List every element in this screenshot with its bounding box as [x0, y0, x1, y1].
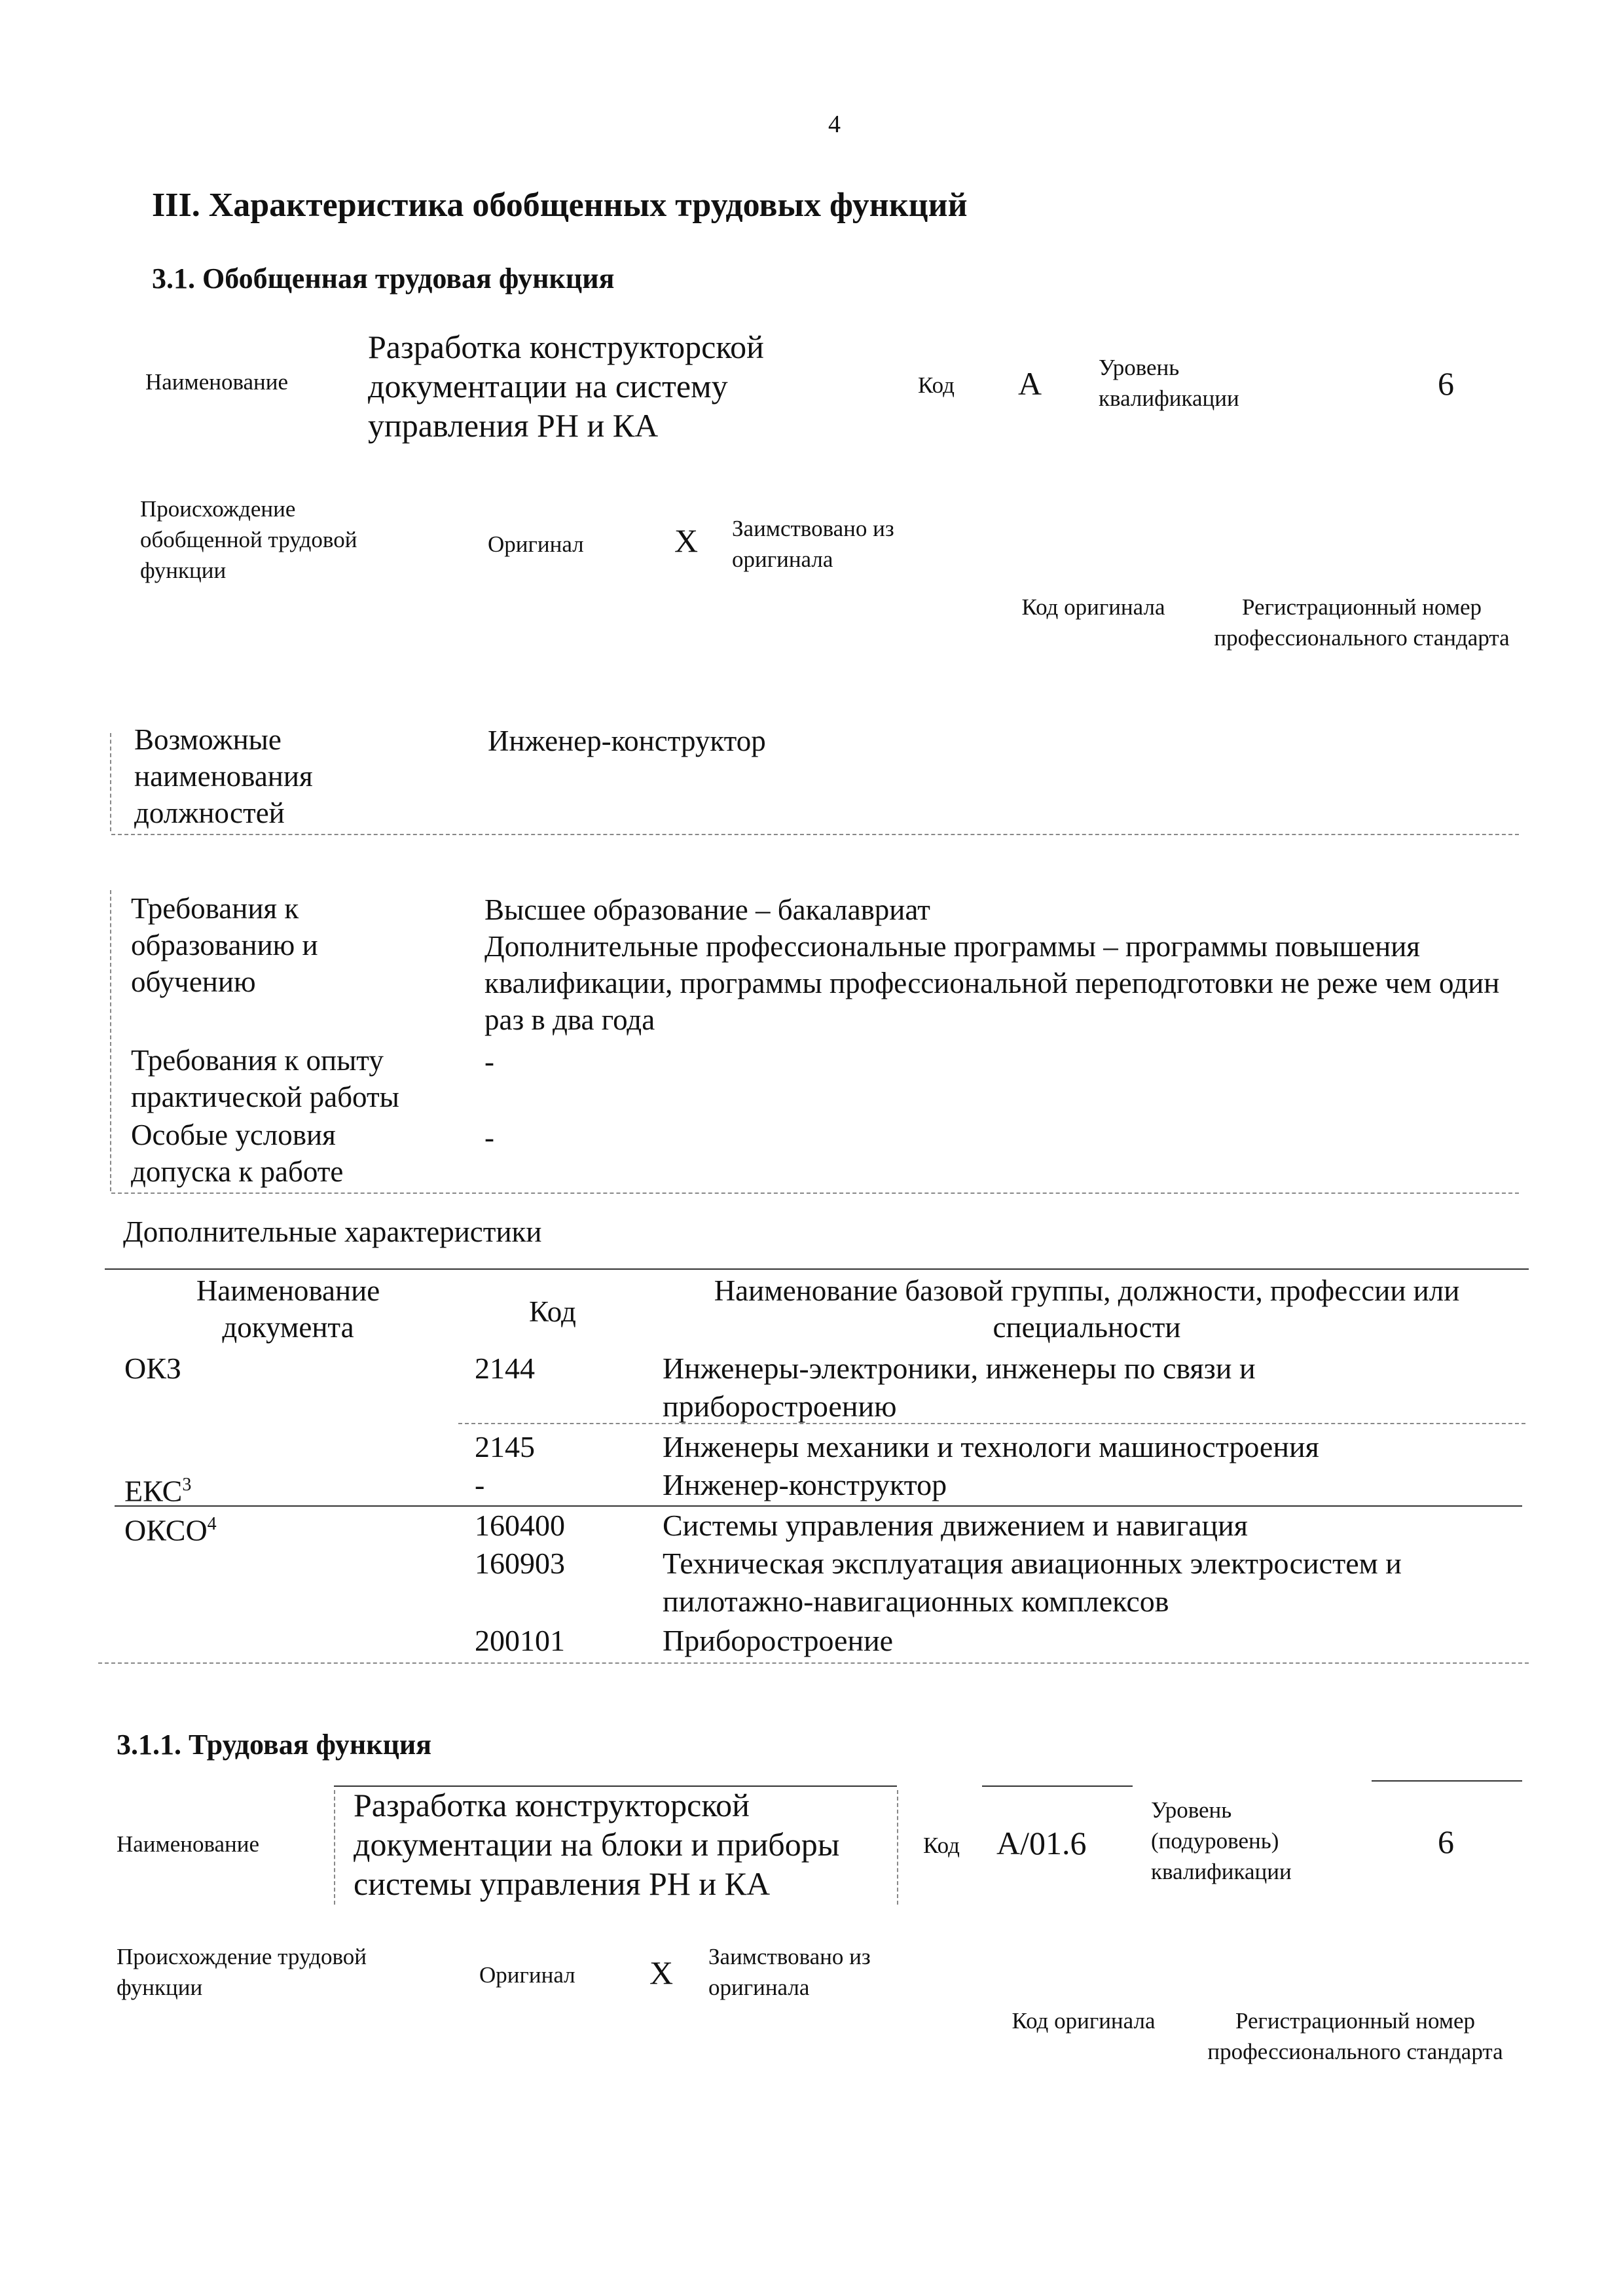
gtf-code-label: Код — [918, 372, 955, 398]
gtf-name-value: Разработка конструкторской документации на систему управления РН и КА — [368, 329, 764, 444]
education-line1: Высшее образование – бакалавриат — [484, 893, 930, 926]
requirements-bottom-line — [111, 1193, 1519, 1194]
row-okso-sup: 4 — [207, 1514, 217, 1534]
education-label: Требования к образованию и обучению — [131, 892, 318, 998]
conditions-value: - — [484, 1121, 494, 1154]
gtf-orig-code-label: Код оригинала — [1021, 594, 1165, 620]
experience-label: Требования к опыту практической работы — [131, 1044, 399, 1113]
gtf-level-label: Уровень квалификации — [1099, 355, 1239, 411]
positions-bottom-line — [111, 834, 1519, 835]
education-line2: Дополнительные профессиональные программы – программы повышения квалификации, программы профессиональной переподготовки не реже чем один раз в два года — [484, 930, 1500, 1036]
gtf-name-label: Наименование — [145, 369, 289, 395]
tf-original-label: Оригинал — [479, 1962, 575, 1988]
experience-value: - — [484, 1045, 494, 1078]
th-code: Код — [529, 1295, 576, 1328]
gtf-heading: 3.1. Обобщенная трудовая функция — [152, 262, 615, 295]
row-2145-name: Инженеры механики и технологи машиностроения — [663, 1430, 1319, 1463]
tf-name-label: Наименование — [117, 1831, 260, 1857]
row-160400-name: Системы управления движением и навигация — [663, 1509, 1248, 1542]
row-2145-code: 2145 — [475, 1430, 535, 1463]
row-200101-code: 200101 — [475, 1624, 565, 1657]
additional-title: Дополнительные характеристики — [123, 1215, 542, 1248]
tf-heading: 3.1.1. Трудовая функция — [117, 1729, 432, 1761]
positions-label: Возможные наименования должностей — [134, 723, 313, 829]
tf-name-value: Разработка конструкторской документации на блоки и приборы системы управления РН и КА — [354, 1787, 840, 1902]
row-eks-doc: ЕКС$^3$ — [124, 1474, 192, 1508]
row-160903-name: Техническая эксплуатация авиационных электросистем и пилотажно-навигационных комплексов — [663, 1547, 1402, 1618]
positions-left-border — [110, 733, 111, 831]
gtf-original-mark: Х — [674, 522, 699, 559]
gtf-origin-label: Происхождение обобщенной трудовой функции — [140, 496, 357, 583]
gtf-original-label: Оригинал — [488, 531, 584, 557]
requirements-left-border — [110, 890, 111, 1191]
row-200101-name: Приборостроение — [663, 1624, 894, 1657]
gtf-borrowed-label: Заимствовано из оригинала — [732, 516, 894, 572]
tf-code-box-top — [982, 1785, 1133, 1787]
gtf-reg-number-label: Регистрационный номер профессионального стандарта — [1214, 594, 1510, 651]
page-number: 4 — [828, 111, 841, 138]
tf-name-box-left — [334, 1790, 335, 1905]
th-doc: Наименование документа — [196, 1274, 380, 1344]
positions-value: Инженер-конструктор — [488, 725, 766, 757]
conditions-label: Особые условия допуска к работе — [131, 1119, 344, 1188]
tf-name-box-right — [897, 1790, 898, 1905]
tf-orig-code-label: Код оригинала — [1012, 2008, 1156, 2034]
th-name: Наименование базовой группы, должности, профессии или специальности — [714, 1274, 1460, 1344]
gtf-code-value: А — [1018, 365, 1042, 402]
row-okz-doc: ОКЗ — [124, 1352, 181, 1385]
tf-code-value: А/01.6 — [996, 1825, 1087, 1861]
row-eks-name: Инженер-конструктор — [663, 1468, 947, 1501]
tf-borrowed-label: Заимствовано из оригинала — [708, 1944, 871, 2000]
row-160903-code: 160903 — [475, 1547, 565, 1580]
gtf-level-value: 6 — [1438, 365, 1454, 402]
section-title: III. Характеристика обобщенных трудовых функций — [152, 187, 968, 224]
row-okz-name: Инженеры-электроники, инженеры по связи и приборостроению — [663, 1352, 1256, 1423]
tf-original-mark: Х — [649, 1954, 674, 1991]
row-okz-line — [458, 1423, 1525, 1424]
row-160400-code: 160400 — [475, 1509, 565, 1542]
table-bottom-line — [98, 1662, 1529, 1664]
tf-level-label: Уровень (подуровень) квалификации — [1151, 1797, 1292, 1884]
tf-reg-number-label: Регистрационный номер профессионального стандарта — [1207, 2008, 1503, 2064]
tf-code-label: Код — [923, 1833, 960, 1858]
tf-origin-label: Происхождение трудовой функции — [117, 1944, 367, 2000]
row-okso-doc: ОКСО$^4$ — [124, 1513, 217, 1547]
tf-level-box-top — [1372, 1780, 1522, 1782]
row-okz-code: 2144 — [475, 1352, 535, 1385]
tf-level-value: 6 — [1438, 1823, 1454, 1860]
row-eks-code: - — [475, 1468, 485, 1501]
row-eks-sup: 3 — [182, 1475, 192, 1495]
table-top-line — [105, 1268, 1529, 1270]
